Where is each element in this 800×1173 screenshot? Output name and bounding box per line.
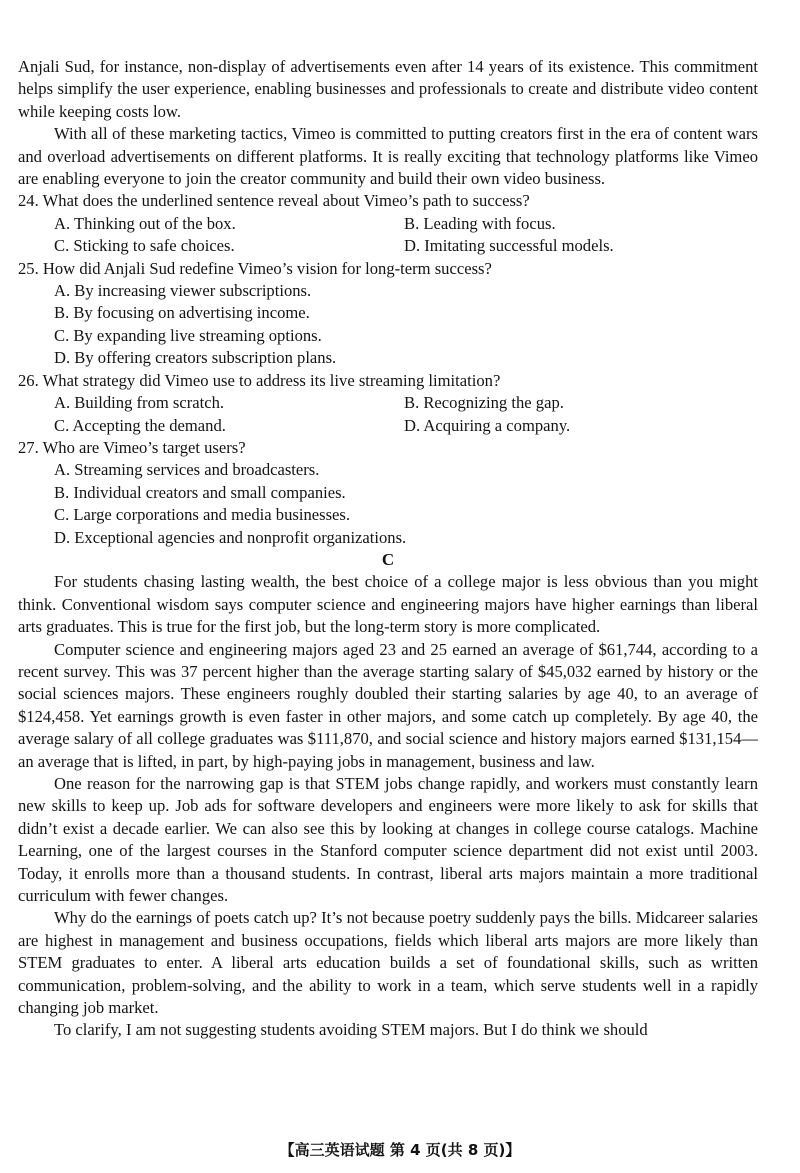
passage-c-paragraph: Computer science and engineering majors aged 23 and 25 earned an average of $61,744, according to a recent survey. This was 37 percent higher than the average starting salary of $45,032 earned by history or the social sciences majors. These engineers roughly doubled their starting salaries by age 40, to an average of $124,458. Yet earnings growth is even faster in other majors, and some catch up completely. By age 40, the average salary of all college graduates was $111,870, and social science and history majors earned $131,154—an average that is lifted, in part, by high-paying jobs in management, business and law. xyxy=(18,639,758,771)
option-a[interactable]: A. Building from scratch. xyxy=(54,393,225,413)
question-number: 26. xyxy=(18,370,39,390)
question-text: How did Anjali Sud redefine Vimeo’s vision for long-term success? xyxy=(42,258,492,278)
option-b[interactable]: B. Leading with focus. xyxy=(404,213,556,233)
question-24 xyxy=(18,190,758,257)
passage-b-paragraph: Anjali Sud, for instance, non-display of advertisements even after 14 years of its existence. This commitment helps simplify the user experience, enabling businesses and professionals to create and distribute video content while keeping costs low. xyxy=(18,57,758,121)
option-c[interactable]: C. Accepting the demand. xyxy=(54,415,226,435)
passage-c-paragraph: For students chasing lasting wealth, the best choice of a college major is less obvious than you might think. Conventional wisdom says computer science and engineering majors have higher earnings than liberal arts graduates. This is true for the first job, but the long-term story is more complicated. xyxy=(18,572,758,637)
passage-c-paragraph: To clarify, I am not suggesting students avoiding STEM majors. But I do think we should xyxy=(54,1020,648,1040)
option-row xyxy=(18,213,758,235)
option-c[interactable]: C. Large corporations and media businesses. xyxy=(54,505,351,525)
question-number: 25. xyxy=(18,258,39,278)
option-d[interactable]: D. Imitating successful models. xyxy=(404,236,614,256)
question-stem xyxy=(18,370,758,392)
option-row xyxy=(18,392,758,414)
option-row xyxy=(18,235,758,257)
option-b[interactable]: B. Recognizing the gap. xyxy=(404,393,564,413)
option-row xyxy=(18,415,758,437)
option-d[interactable]: D. Acquiring a company. xyxy=(404,415,571,435)
question-stem xyxy=(18,258,758,280)
question-number: 24. xyxy=(18,191,39,211)
question-25 xyxy=(18,258,758,370)
exam-page xyxy=(18,56,758,1042)
option-a[interactable]: A. Streaming services and broadcasters. xyxy=(54,460,320,480)
question-number: 27. xyxy=(18,437,39,457)
option-c[interactable]: C. Sticking to safe choices. xyxy=(54,236,235,256)
question-text: What does the underlined sentence reveal about Vimeo’s path to success? xyxy=(42,191,530,211)
question-text: Who are Vimeo’s target users? xyxy=(42,437,246,457)
section-title: C xyxy=(381,549,395,569)
passage-b-paragraph: With all of these marketing tactics, Vimeo is committed to putting creators first in the era of content wars and overload advertisements on different platforms. It is really exciting that technology platforms like Vimeo are enabling everyone to join the creator community and build their own video business. xyxy=(18,124,758,189)
question-stem xyxy=(18,190,758,212)
passage-c-paragraph: One reason for the narrowing gap is that STEM jobs change rapidly, and workers must constantly learn new skills to keep up. Job ads for software developers and engineers were more likely to ask for skills that didn’t exist a decade earlier. We can also see this by looking at changes in college course catalogs. Machine Learning, one of the largest courses in the Stanford computer science department did not exist until 2003. Today, it enrolls more than a thousand students. In contrast, liberal arts majors maintain a more traditional curriculum with fewer changes. xyxy=(18,774,758,906)
page-footer: 【高三英语试题 第 4 页(共 8 页)】 xyxy=(279,1141,521,1159)
option-a[interactable]: A. By increasing viewer subscriptions. xyxy=(54,281,312,301)
option-c[interactable]: C. By expanding live streaming options. xyxy=(54,325,322,345)
option-b[interactable]: B. By focusing on advertising income. xyxy=(54,303,310,323)
option-b[interactable]: B. Individual creators and small companies. xyxy=(54,482,346,502)
question-27 xyxy=(18,437,758,549)
option-a[interactable]: A. Thinking out of the box. xyxy=(54,213,236,233)
question-26 xyxy=(18,370,758,437)
option-d[interactable]: D. Exceptional agencies and nonprofit organizations. xyxy=(54,527,407,547)
passage-c-paragraph: Why do the earnings of poets catch up? It’s not because poetry suddenly pays the bills. Midcareer salaries are highest in management and business occupations, fields which liberal arts majors are more likely than STEM graduates to enter. A liberal arts education builds a set of foundational skills, such as written communication, problem-solving, and the ability to work in a team, which serve students well in a rapidly changing job market. xyxy=(18,908,758,1018)
question-text: What strategy did Vimeo use to address its live streaming limitation? xyxy=(42,370,501,390)
option-d[interactable]: D. By offering creators subscription plans. xyxy=(54,348,337,368)
question-stem xyxy=(18,437,758,459)
